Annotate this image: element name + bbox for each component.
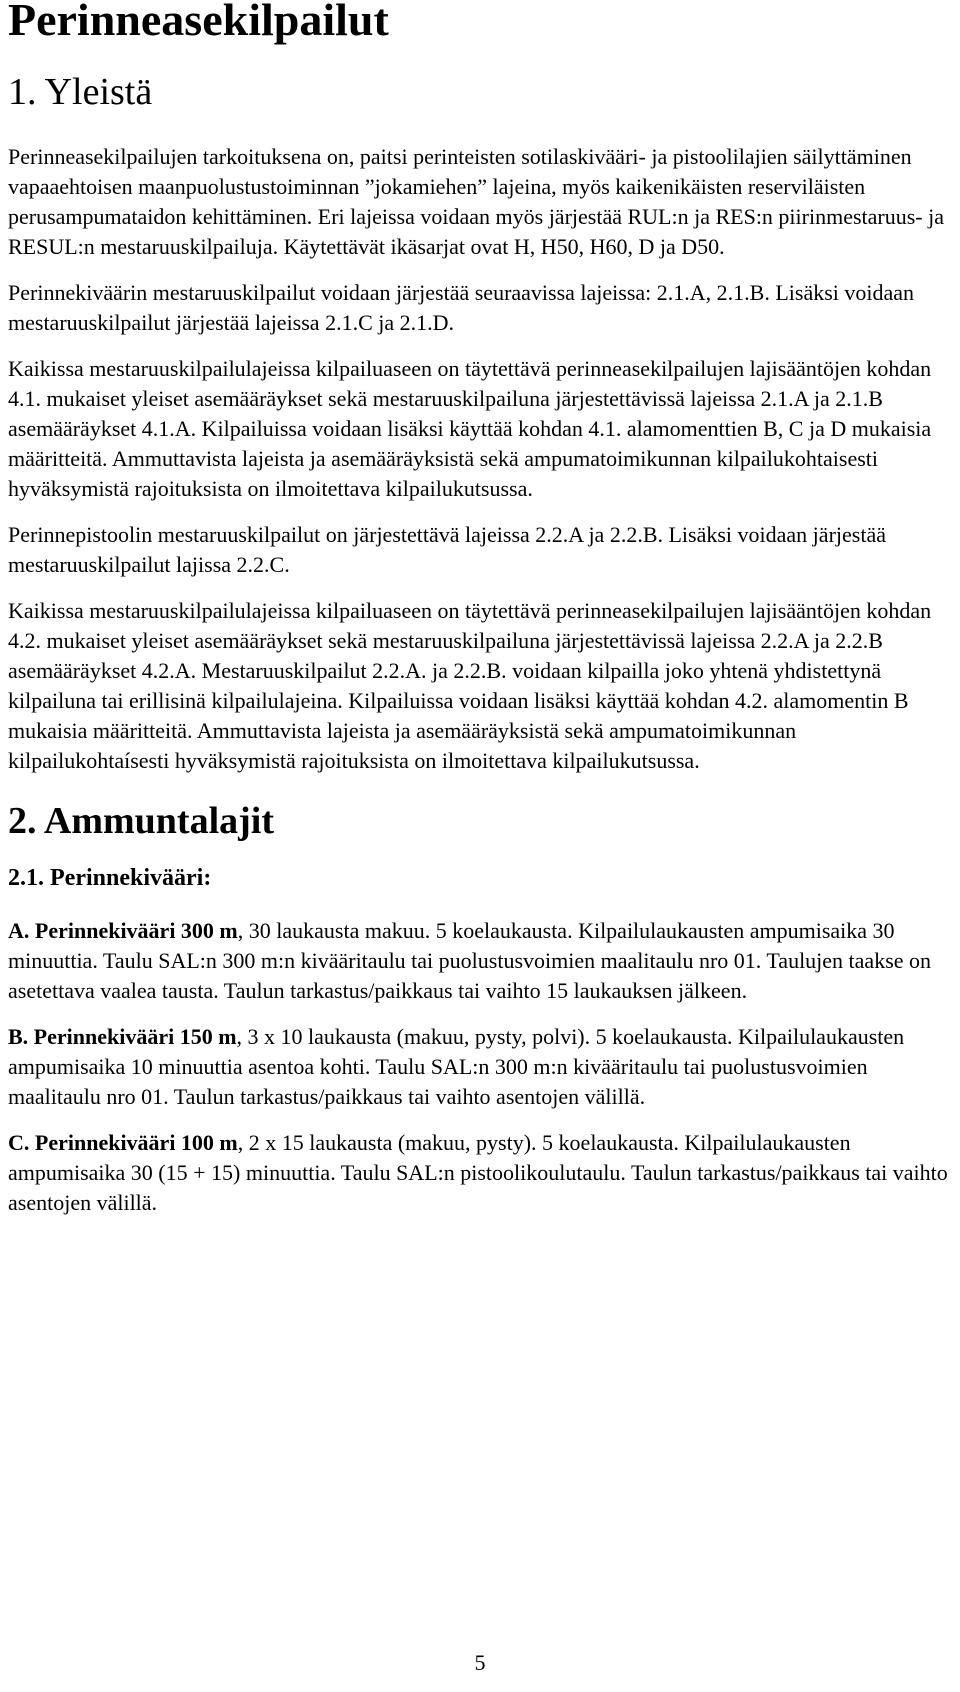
item-text: , 2 x 15 laukausta (makuu, pysty). 5 koelaukausta. Kilpailulaukausten ampumisaika 30 (15 + 15) minuuttia. Taulu SAL:n pistoolikoulutaulu. Taulun tarkastus/paikkaus tai vaihto asentojen välillä. xyxy=(8,1130,948,1215)
item-label: B. Perinnekivääri 150 m xyxy=(8,1024,237,1049)
list-item xyxy=(8,1128,953,1218)
paragraph: Perinneasekilpailujen tarkoituksena on, paitsi perinteisten sotilaskivääri- ja pistoolilajien säilyttäminen vapaaehtoisen maanpuolustustoiminnan ”jokamiehen” lajeina, myös kaikenikäisten reserviläisten perusampumataidon kehittäminen. Eri lajeissa voidaan myös järjestää RUL:n ja RES:n piirinmestaruus- ja RESUL:n mestaruuskilpailuja. Käytettävät ikäsarjat ovat H, H50, H60, D ja D50. xyxy=(8,144,944,259)
paragraph: Perinnepistoolin mestaruuskilpailut on järjestettävä lajeissa 2.2.A ja 2.2.B. Lisäksi voidaan järjestää mestaruuskilpailut lajissa 2.2.C. xyxy=(8,522,886,577)
subsection-heading-perinnekivaari: 2.1. Perinnekivääri: xyxy=(8,865,212,891)
section-heading-ammuntalajit: 2. Ammuntalajit xyxy=(8,800,274,842)
item-text: , 30 laukausta makuu. 5 koelaukausta. Kilpailulaukausten ampumisaika 30 minuuttia. Taulu SAL:n 300 m:n kivääritaulu tai puolustusvoimien maalitaulu nro 01. Taulujen taakse on asetettava vaalea tausta. Taulun tarkastus/paikkaus tai vaihto 15 laukauksen jälkeen. xyxy=(8,918,932,1003)
paragraph: Kaikissa mestaruuskilpailulajeissa kilpailuaseen on täytettävä perinneasekilpailujen lajisääntöjen kohdan 4.1. mukaiset yleiset asemääräykset sekä mestaruuskilpailuna järjestettävissä lajeissa 2.1.A ja 2.1.B asemääräykset 4.1.A. Kilpailuissa voidaan lisäksi käyttää kohdan 4.1. alamomenttien B, C ja D mukaisia määritteitä. Ammuttavista lajeista ja asemääräyksistä sekä ampumatoimikunnan kilpailukohtaisesti hyväksymistä rajoituksista on ilmoitettava kilpailukutsussa. xyxy=(8,356,932,501)
section-heading-yleista: 1. Yleistä xyxy=(8,71,153,113)
list-item xyxy=(8,916,953,1006)
list-item xyxy=(8,1022,953,1112)
paragraph: Perinnekiväärin mestaruuskilpailut voidaan järjestää seuraavissa lajeissa: 2.1.A, 2.1.B. Lisäksi voidaan mestaruuskilpailut järjestää lajeissa 2.1.C ja 2.1.D. xyxy=(8,280,915,335)
item-label: A. Perinnekivääri 300 m xyxy=(8,918,238,943)
page-number: 5 xyxy=(474,1650,486,1675)
document-page xyxy=(8,0,953,1218)
item-text: , 3 x 10 laukausta (makuu, pysty, polvi). 5 koelaukausta. Kilpailulaukausten ampumisaika 10 minuuttia asentoa kohti. Taulu SAL:n 300 m:n kivääritaulu tai puolustusvoimien maalitaulu nro 01. Taulun tarkastus/paikkaus tai vaihto asentojen välillä. xyxy=(8,1024,905,1109)
page-title: Perinneasekilpailut xyxy=(8,0,389,45)
item-label: C. Perinnekivääri 100 m xyxy=(8,1130,238,1155)
paragraph: Kaikissa mestaruuskilpailulajeissa kilpailuaseen on täytettävä perinneasekilpailujen lajisääntöjen kohdan 4.2. mukaiset yleiset asemääräykset sekä mestaruuskilpailuna järjestettävissä lajeissa 2.2.A ja 2.2.B asemääräykset 4.2.A. Mestaruuskilpailut 2.2.A. ja 2.2.B. voidaan kilpailla joko yhtenä yhdistettynä kilpailuna tai erillisinä kilpailulajeina. Kilpailuissa voidaan lisäksi käyttää kohdan 4.2. alamomentin B mukaisia määritteitä. Ammuttavista lajeista ja asemääräyksistä sekä ampumatoimikunnan kilpailukohtaísesti hyväksymistä rajoituksista on ilmoitettava kilpailukutsussa. xyxy=(8,598,932,773)
